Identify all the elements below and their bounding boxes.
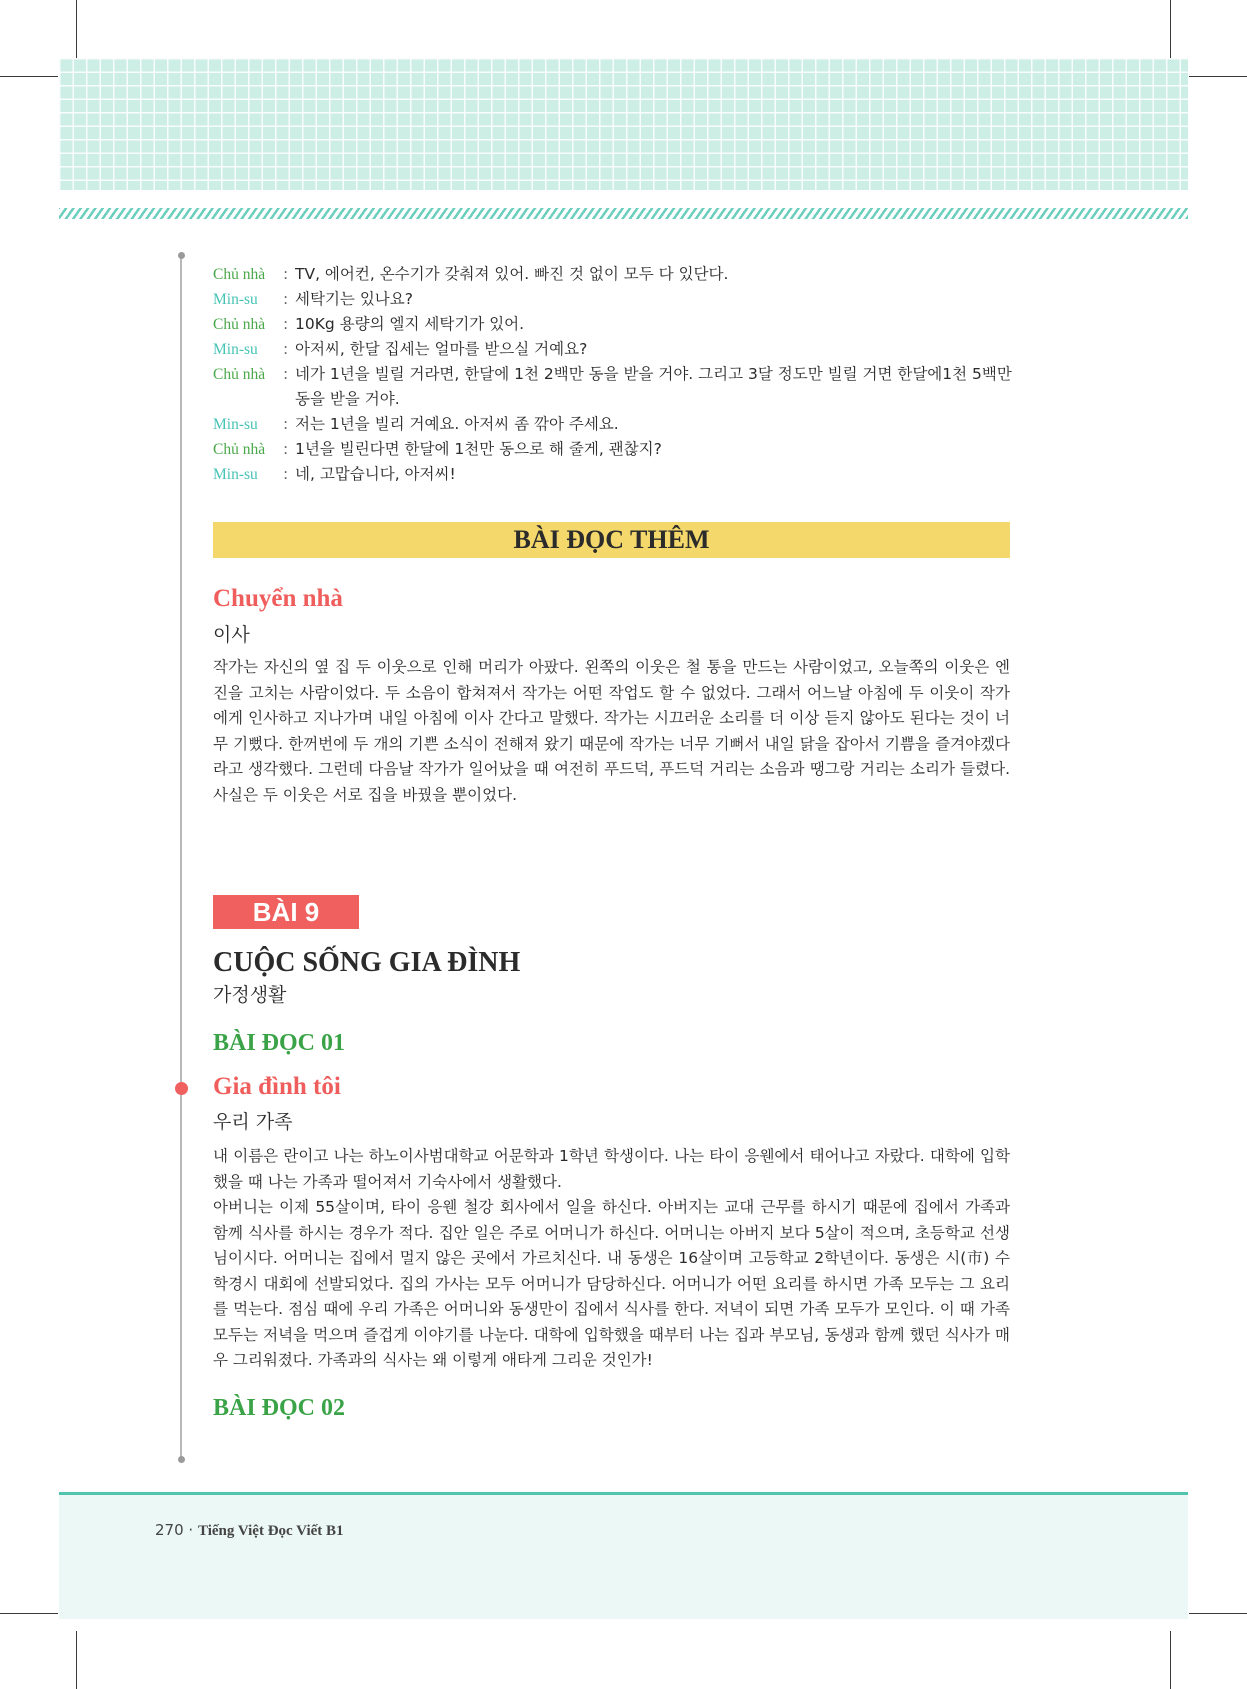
footer-text	[155, 1521, 344, 1540]
line-text: 네, 고맙습니다, 아저씨!	[295, 465, 456, 483]
line-text: 저는 1년을 빌리 거예요. 아저씨 좀 깎아 주세요.	[295, 415, 619, 433]
colon: :	[283, 265, 289, 283]
timeline-dot-bottom	[178, 1456, 185, 1463]
extra-reading-title: Chuyển nhà	[213, 585, 343, 612]
paragraph: 내 이름은 란이고 나는 하노이사범대학교 어문학과 1학년 학생이다. 나는 타이 응웬에서 태어나고 자랐다. 대학에 입학했을 때 나는 가족과 떨어져서 기숙사에서 생활했다.	[213, 1147, 1010, 1191]
colon: :	[283, 340, 289, 358]
speaker: Chủ nhà	[213, 441, 266, 458]
speaker: Chủ nhà	[213, 266, 266, 283]
dialogue-line	[213, 312, 1013, 337]
dialogue-line	[213, 412, 1013, 437]
header-hatch-stripe	[59, 208, 1188, 219]
colon: :	[283, 365, 289, 383]
crop-mark	[0, 1613, 58, 1614]
reading-subtitle: 우리 가족	[213, 1111, 293, 1133]
book-title: Tiếng Việt Đọc Viết B1	[197, 1523, 344, 1539]
page-footer	[59, 1492, 1188, 1619]
line-text: 10Kg 용량의 엘지 세탁기가 있어.	[295, 315, 525, 333]
extra-reading-subtitle: 이사	[213, 624, 250, 646]
colon: :	[283, 440, 289, 458]
dialogue-line	[213, 337, 1013, 362]
speaker: Chủ nhà	[213, 366, 266, 383]
dialogue-line	[213, 362, 1013, 412]
separator: ·	[188, 1521, 194, 1539]
extra-reading-body	[213, 655, 1010, 808]
extra-reading-banner: BÀI ĐỌC THÊM	[213, 522, 1010, 558]
colon: :	[283, 315, 289, 333]
crop-mark	[76, 0, 77, 58]
timeline-marker	[175, 1082, 188, 1095]
line-text: TV, 에어컨, 온수기가 갖춰져 있어. 빠진 것 없이 모두 다 있단다.	[295, 265, 729, 283]
crop-mark	[0, 76, 58, 77]
reading-body	[213, 1144, 1010, 1374]
crop-mark	[1189, 1613, 1247, 1614]
header-grid-band	[59, 58, 1188, 190]
crop-mark	[1189, 76, 1247, 77]
speaker: Min-su	[213, 291, 258, 308]
lesson-subtitle: 가정생활	[213, 984, 287, 1006]
line-text: 1년을 빌린다면 한달에 1천만 동으로 해 줄게, 괜찮지?	[295, 440, 662, 458]
crop-mark	[1170, 1631, 1171, 1689]
line-text: 네가 1년을 빌릴 거라면, 한달에 1천 2백만 동을 받을 거야. 그리고 3달 정도만 빌릴 거면 한달에1천 5백만 동을 받을 거야.	[295, 365, 1012, 408]
speaker: Min-su	[213, 341, 258, 358]
speaker: Min-su	[213, 416, 258, 433]
lesson-title: CUỘC SỐNG GIA ĐÌNH	[213, 947, 521, 978]
paragraph: 아버니는 이제 55살이며, 타이 응웬 철강 회사에서 일을 하신다. 아버지는 교대 근무를 하시기 때문에 집에서 가족과 함께 식사를 하시는 경우가 적다. 집안 일은 주로 어머니가 하신다. 어머니는 아버지 보다 5살이 적으며, 초등학교 선생님이시다. 어머니는 집에서 멀지 않은 곳에서 가르치신다. 내 동생은 16살이며 고등학교 2학년이다. 동생은 시(市) 수학경시 대회에 선발되었다. 집의 가사는 모두 어머니가 담당하신다. 어머니가 어떤 요리를 하시면 가족 모두는 그 요리를 먹는다. 점심 때에 우리 가족은 어머니와 동생만이 집에서 식사를 한다. 저녁이 되면 가족 모두가 모인다. 이 때 가족 모두는 저녁을 먹으며 즐겁게 이야기를 나눈다. 대학에 입학했을 때부터 나는 집과 부모님, 동생과 함께 했던 식사가 매우 그리워졌다. 가족과의 식사는 왜 이렇게 애타게 그리운 것인가!	[213, 1198, 1010, 1369]
crop-mark	[1170, 0, 1171, 58]
reading-title: Gia đình tôi	[213, 1073, 341, 1100]
lesson-badge: BÀI 9	[213, 895, 359, 929]
colon: :	[283, 415, 289, 433]
dialogue	[213, 262, 1013, 487]
dialogue-line	[213, 437, 1013, 462]
colon: :	[283, 465, 289, 483]
reading-heading-02: BÀI ĐỌC 02	[213, 1395, 346, 1421]
crop-mark	[76, 1631, 77, 1689]
margin-timeline	[180, 255, 182, 1460]
dialogue-line	[213, 287, 1013, 312]
dialogue-line	[213, 262, 1013, 287]
timeline-dot-top	[178, 252, 185, 259]
page-number: 270	[155, 1521, 184, 1539]
line-text: 세탁기는 있나요?	[295, 290, 413, 308]
speaker: Chủ nhà	[213, 316, 266, 333]
dialogue-line	[213, 462, 1013, 487]
reading-heading-01: BÀI ĐỌC 01	[213, 1030, 346, 1056]
line-text: 아저씨, 한달 집세는 얼마를 받으실 거예요?	[295, 340, 588, 358]
speaker: Min-su	[213, 466, 258, 483]
paragraph: 작가는 자신의 옆 집 두 이웃으로 인해 머리가 아팠다. 왼쪽의 이웃은 철 통을 만드는 사람이었고, 오늘쪽의 이웃은 엔진을 고치는 사람이었다. 두 소음이 합쳐져서 작가는 어떤 작업도 할 수 없었다. 그래서 어느날 아침에 두 이웃이 작가에게 인사하고 지나가며 내일 아침에 이사 간다고 말했다. 작가는 시끄러운 소리를 더 이상 듣지 않아도 된다는 것이 너무 기뻤다. 한꺼번에 두 개의 기쁜 소식이 전해져 왔기 때문에 작가는 너무 기뻐서 내일 닭을 잡아서 기쁨을 즐겨야겠다라고 생각했다. 그런데 다음날 작가가 일어났을 때 여전히 푸드덕, 푸드덕 거리는 소음과 땡그랑 거리는 소리가 들렸다. 사실은 두 이웃은 서로 집을 바꿨을 뿐이었다.	[213, 658, 1010, 804]
colon: :	[283, 290, 289, 308]
